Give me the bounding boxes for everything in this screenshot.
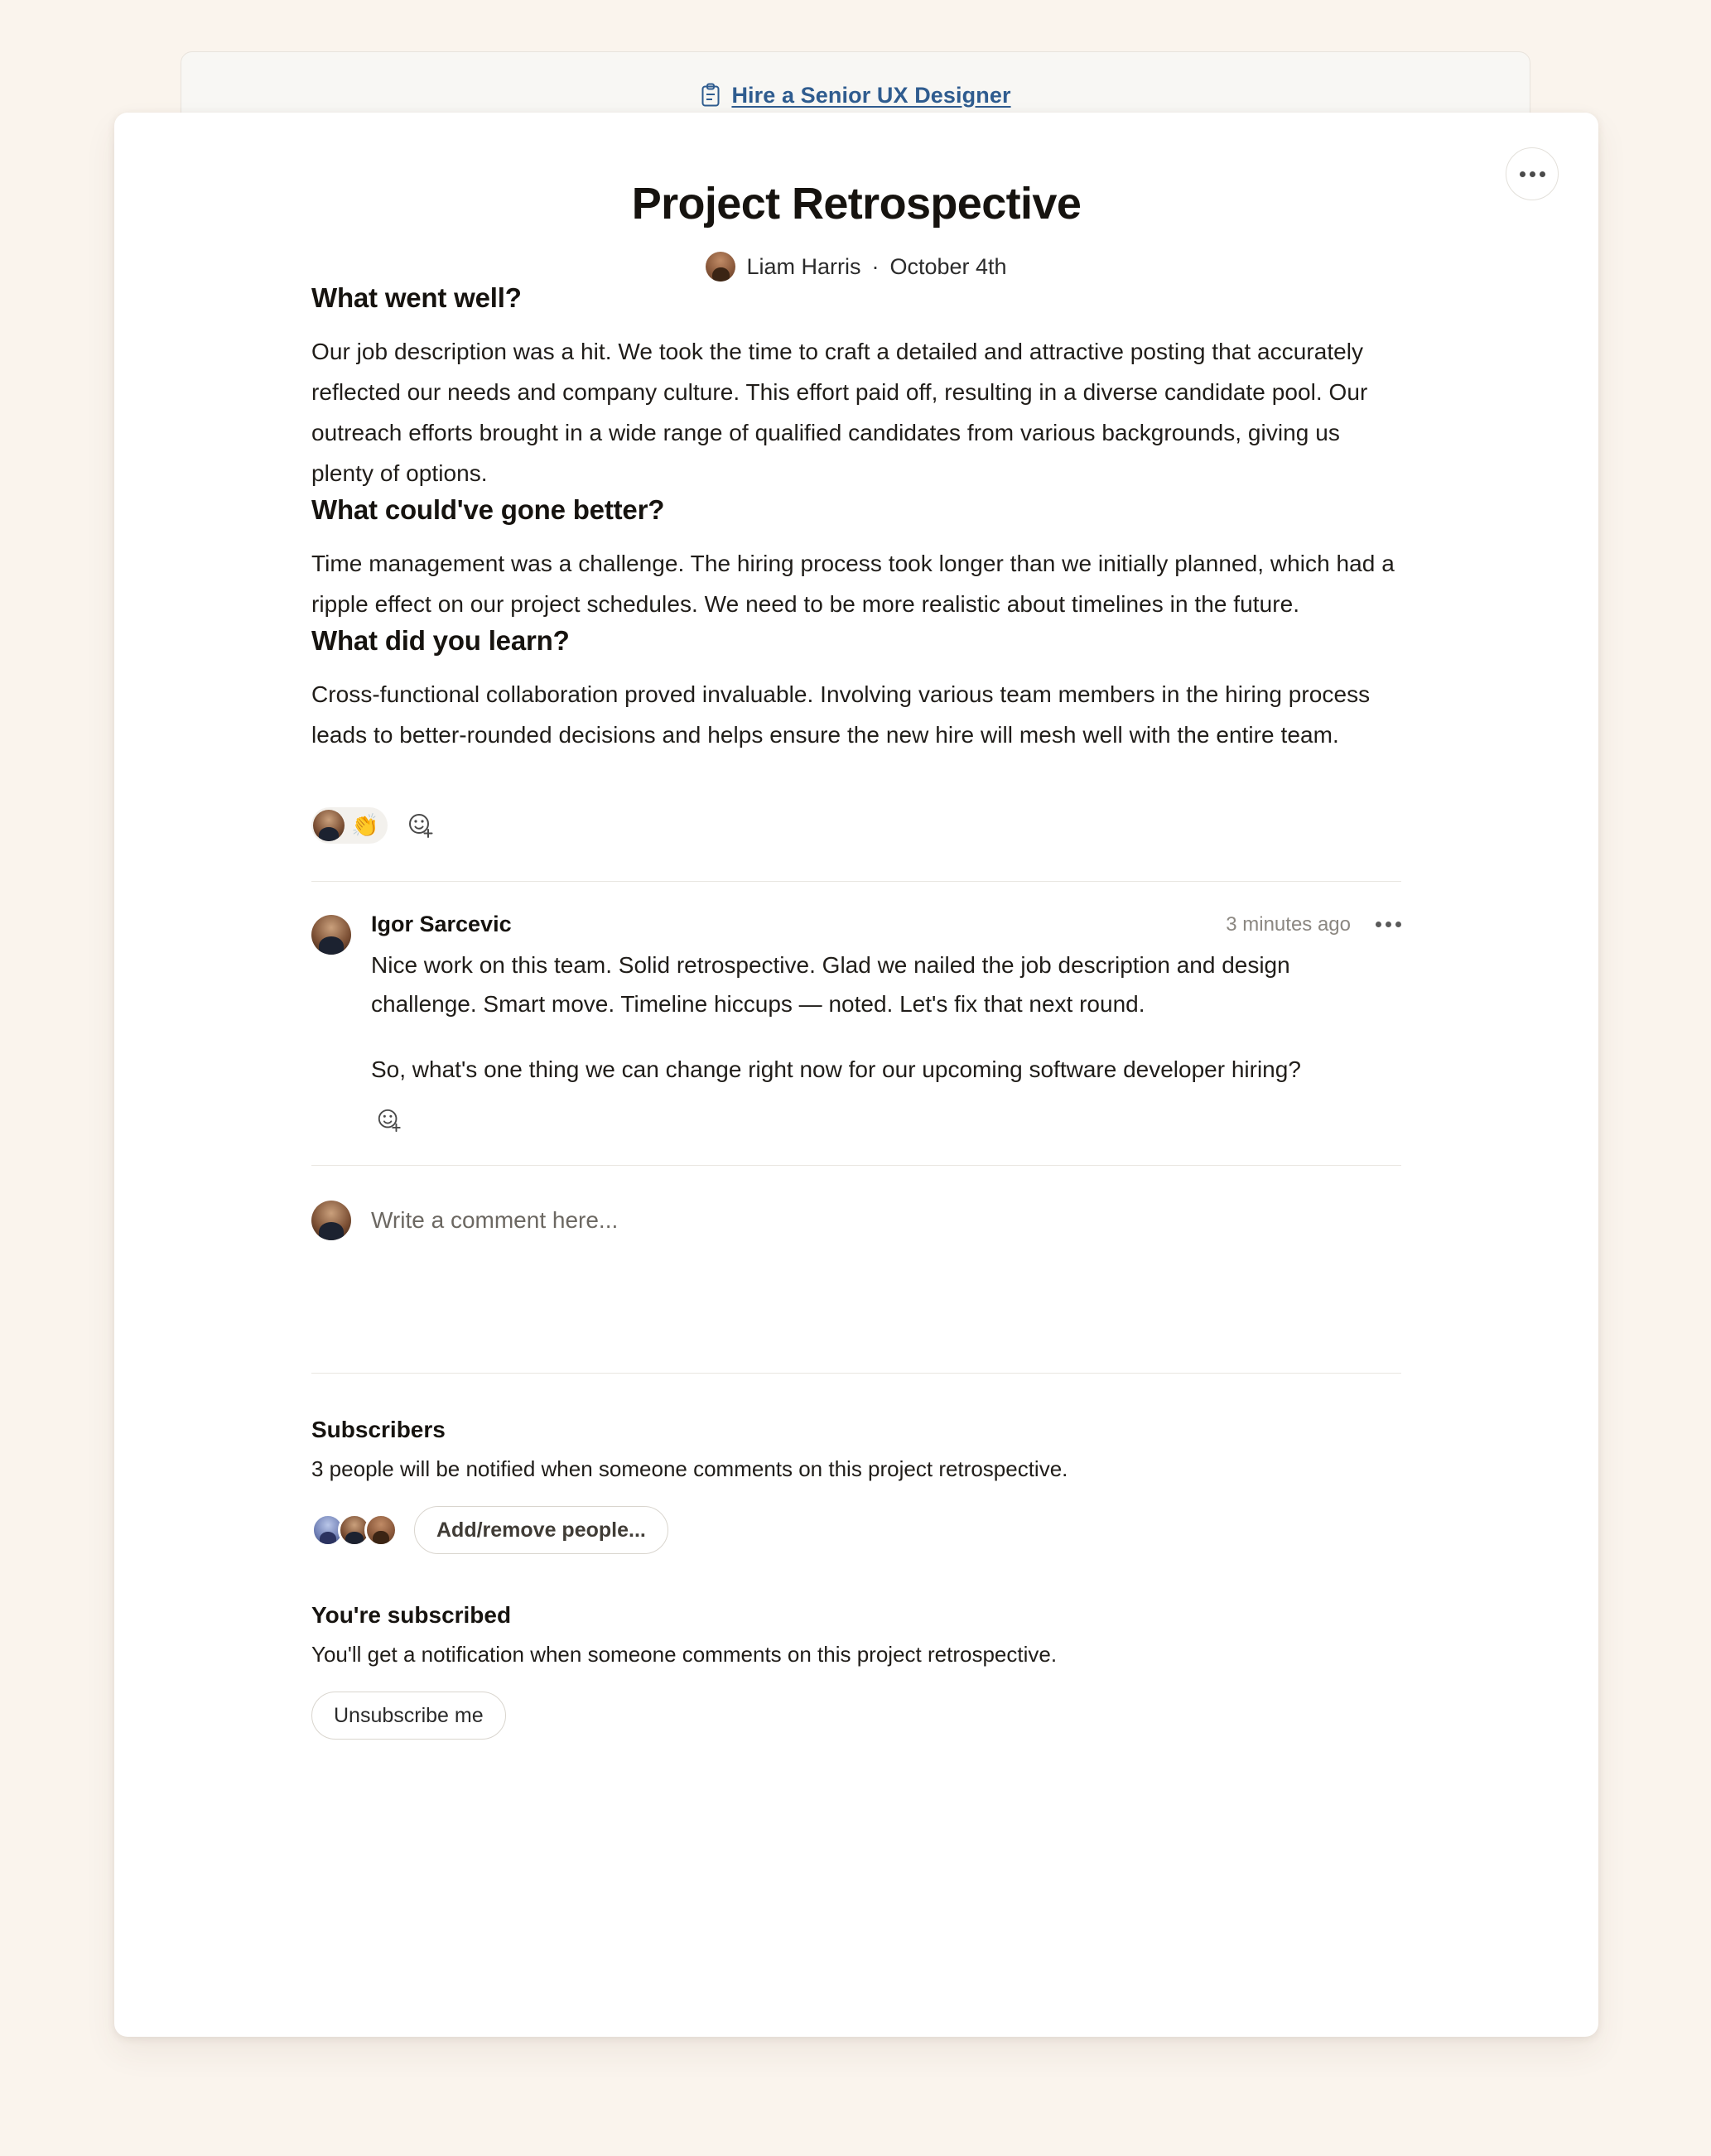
subscriber-avatars bbox=[311, 1514, 398, 1547]
unsubscribe-button[interactable]: Unsubscribe me bbox=[311, 1692, 506, 1740]
document-sheet bbox=[114, 113, 1598, 2037]
avatar bbox=[311, 1201, 351, 1240]
subscribers-title: Subscribers bbox=[311, 1417, 446, 1442]
reactions-bar bbox=[311, 803, 1401, 848]
byline-separator: · bbox=[871, 253, 880, 279]
section-heading-what-could-have-gone-better: What could've gone better? bbox=[311, 494, 665, 525]
add-reaction-icon[interactable] bbox=[371, 1102, 407, 1138]
byline bbox=[311, 252, 1401, 282]
comment-text-2: So, what's one thing we can change right now for our upcoming software developer hiring? bbox=[371, 1056, 1301, 1082]
clap-icon: 👏 bbox=[351, 812, 379, 838]
clap-reaction-pill[interactable] bbox=[311, 807, 388, 844]
comment-author: Igor Sarcevic bbox=[371, 912, 512, 936]
dot bbox=[1386, 922, 1391, 927]
comment-text-1: Nice work on this team. Solid retrospective. Glad we nailed the job description and design challenge. Smart move. Timeline hiccups — noted. Let's fix that next round. bbox=[371, 952, 1290, 1017]
dot bbox=[1376, 922, 1381, 927]
subscribed-title: You're subscribed bbox=[311, 1602, 512, 1628]
avatar bbox=[706, 252, 735, 282]
section-text-what-went-well: Our job description was a hit. We took the time to craft a detailed and attractive posting that accurately reflected our needs and company culture. This effort paid off, resulting in a diverse candidate pool. Our outreach efforts brought in a wide range of qualified candidates from various backgrounds, giving us plenty of options. bbox=[311, 339, 1368, 486]
subscribers-row bbox=[311, 1506, 1401, 1554]
section-heading-what-went-well: What went well? bbox=[311, 282, 522, 313]
comment-options-button[interactable] bbox=[1376, 922, 1401, 927]
comment-composer[interactable] bbox=[311, 1166, 1401, 1240]
breadcrumb-link[interactable]: Hire a Senior UX Designer bbox=[731, 82, 1011, 108]
section-text-what-did-you-learn: Cross-functional collaboration proved invaluable. Involving various team members in the hiring process leads to better-rounded decisions and helps ensure the new hire will mesh well with the entire team. bbox=[311, 681, 1371, 748]
avatar bbox=[311, 915, 351, 955]
comment-input[interactable]: Write a comment here... bbox=[371, 1207, 619, 1233]
add-remove-people-button[interactable]: Add/remove people... bbox=[414, 1506, 668, 1554]
subscribed-description: You'll get a notification when someone comments on this project retrospective. bbox=[311, 1642, 1058, 1667]
page-title: Project Retrospective bbox=[631, 179, 1082, 229]
subscribers-description: 3 people will be notified when someone comments on this project retrospective. bbox=[311, 1456, 1068, 1481]
divider bbox=[311, 1373, 1401, 1374]
section-heading-what-did-you-learn: What did you learn? bbox=[311, 625, 570, 656]
avatar bbox=[313, 810, 345, 841]
comment-timestamp: 3 minutes ago bbox=[1226, 912, 1351, 936]
document-date: October 4th bbox=[889, 253, 1007, 279]
clipboard-icon bbox=[700, 83, 721, 108]
avatar bbox=[364, 1514, 398, 1547]
add-reaction-icon[interactable] bbox=[402, 807, 439, 844]
comment-item bbox=[311, 882, 1401, 1138]
dot bbox=[1395, 922, 1401, 927]
section-text-what-could-have-gone-better: Time management was a challenge. The hiring process took longer than we initially planned, which had a ripple effect on our project schedules. We need to be more realistic about timelines in the future. bbox=[311, 551, 1395, 617]
author-name: Liam Harris bbox=[746, 253, 861, 279]
